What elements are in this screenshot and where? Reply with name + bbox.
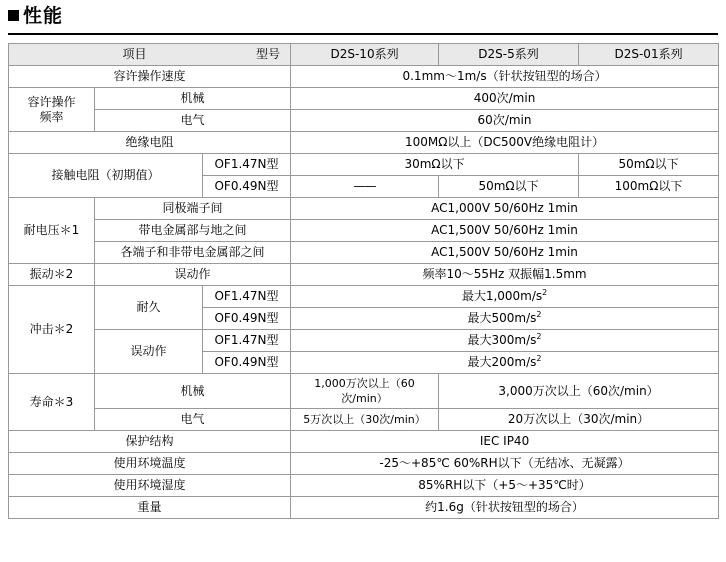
row-sublabel-durability: 耐久	[95, 286, 203, 330]
table-row	[9, 409, 719, 431]
row-sublabel-life-electrical: 电气	[95, 409, 291, 431]
row-label-ambient-temperature: 使用环境温度	[9, 453, 291, 475]
performance-table	[8, 43, 719, 519]
row-sublabel-shock-of049-mal: OF0.49N型	[203, 352, 291, 374]
row-value-shock-1: 最大$1,000m/s^2$	[291, 286, 719, 308]
row-label-operating-frequency: 容许操作 频率	[9, 88, 95, 132]
table-row	[9, 475, 719, 497]
row-sublabel-life-mechanical: 机械	[95, 374, 291, 409]
heading-divider	[8, 33, 718, 35]
row-value-contact-res-of049-c: 100mΩ以下	[579, 176, 719, 198]
row-sublabel-shock-of049-dur: OF0.49N型	[203, 308, 291, 330]
row-value-life-elec-a: 5万次以上（30次/min）	[291, 409, 439, 431]
table-row	[9, 88, 719, 110]
row-value-contact-res-of049-a: ——	[291, 176, 439, 198]
table-header-row	[9, 44, 719, 66]
table-row	[9, 110, 719, 132]
page-heading	[0, 0, 726, 30]
row-value-withstand-2: AC1,500V 50/60Hz 1min	[291, 220, 719, 242]
row-label-contact-resistance: 接触电阻（初期值）	[9, 154, 203, 198]
page-title: 性能	[23, 5, 64, 27]
row-label-life: 寿命＊3	[9, 374, 95, 431]
table-row	[9, 198, 719, 220]
row-value-contact-res-of147-b: 50mΩ以下	[579, 154, 719, 176]
row-value-contact-res-of147-a: 30mΩ以下	[291, 154, 579, 176]
row-sublabel-mechanical: 机械	[95, 88, 291, 110]
row-label-weight: 重量	[9, 497, 291, 519]
row-value-electrical-frequency: 60次/min	[291, 110, 719, 132]
header-col-d2s01: D2S-01系列	[579, 44, 719, 66]
row-sublabel-malfunction-shock: 误动作	[95, 330, 203, 374]
row-value-shock-2: 最大$500m/s^2$	[291, 308, 719, 330]
table-row	[9, 66, 719, 88]
table-row	[9, 264, 719, 286]
table-row	[9, 132, 719, 154]
table-row	[9, 154, 719, 176]
row-label-operating-speed: 容许操作速度	[9, 66, 291, 88]
row-label-insulation-resistance: 绝缘电阻	[9, 132, 291, 154]
row-sublabel-terminal-to-noncharged: 各端子和非带电金属部之间	[95, 242, 291, 264]
row-label-protection: 保护结构	[9, 431, 291, 453]
row-sublabel-malfunction-vib: 误动作	[95, 264, 291, 286]
row-value-ambient-humidity: 85%RH以下（+5～+35℃时）	[291, 475, 719, 497]
row-value-withstand-1: AC1,000V 50/60Hz 1min	[291, 198, 719, 220]
table-row	[9, 242, 719, 264]
table-row	[9, 453, 719, 475]
header-item-cell	[9, 44, 291, 66]
row-sublabel-shock-of147-dur: OF1.47N型	[203, 286, 291, 308]
table-row	[9, 374, 719, 409]
row-value-operating-speed: 0.1mm～1m/s（针状按钮型的场合）	[291, 66, 719, 88]
row-value-life-elec-b: 20万次以上（30次/min）	[439, 409, 719, 431]
row-label-withstand-voltage: 耐电压＊1	[9, 198, 95, 264]
row-label-shock: 冲击＊2	[9, 286, 95, 374]
row-value-weight: 约1.6g（针状按钮型的场合）	[291, 497, 719, 519]
row-label-vibration: 振动＊2	[9, 264, 95, 286]
row-sublabel-shock-of147-mal: OF1.47N型	[203, 330, 291, 352]
table-row	[9, 330, 719, 352]
row-value-protection: IEC IP40	[291, 431, 719, 453]
row-value-life-mech-b: 3,000万次以上（60次/min）	[439, 374, 719, 409]
row-value-shock-4: 最大$200m/s^2$	[291, 352, 719, 374]
row-label-ambient-humidity: 使用环境湿度	[9, 475, 291, 497]
row-value-shock-3: 最大$300m/s^2$	[291, 330, 719, 352]
row-value-ambient-temperature: -25～+85℃ 60%RH以下（无结冰、无凝露）	[291, 453, 719, 475]
table-row	[9, 497, 719, 519]
row-value-withstand-3: AC1,500V 50/60Hz 1min	[291, 242, 719, 264]
table-row	[9, 286, 719, 308]
row-value-contact-res-of049-b: 50mΩ以下	[439, 176, 579, 198]
row-value-mechanical-frequency: 400次/min	[291, 88, 719, 110]
row-sublabel-electrical: 电气	[95, 110, 291, 132]
row-value-vibration: 频率10～55Hz 双振幅1.5mm	[291, 264, 719, 286]
square-marker-icon	[8, 10, 19, 21]
header-item-label: 项目	[122, 47, 147, 61]
header-col-d2s10: D2S-10系列	[291, 44, 439, 66]
row-sublabel-live-to-ground: 带电金属部与地之间	[95, 220, 291, 242]
row-sublabel-same-polarity: 同极端子间	[95, 198, 291, 220]
header-model-label: 型号	[256, 47, 281, 61]
row-sublabel-of147: OF1.47N型	[203, 154, 291, 176]
header-col-d2s5: D2S-5系列	[439, 44, 579, 66]
table-row	[9, 431, 719, 453]
table-row	[9, 220, 719, 242]
row-value-life-mech-a: 1,000万次以上（60次/min）	[291, 374, 439, 409]
row-sublabel-of049: OF0.49N型	[203, 176, 291, 198]
row-value-insulation-resistance: 100MΩ以上（DC500V绝缘电阻计）	[291, 132, 719, 154]
